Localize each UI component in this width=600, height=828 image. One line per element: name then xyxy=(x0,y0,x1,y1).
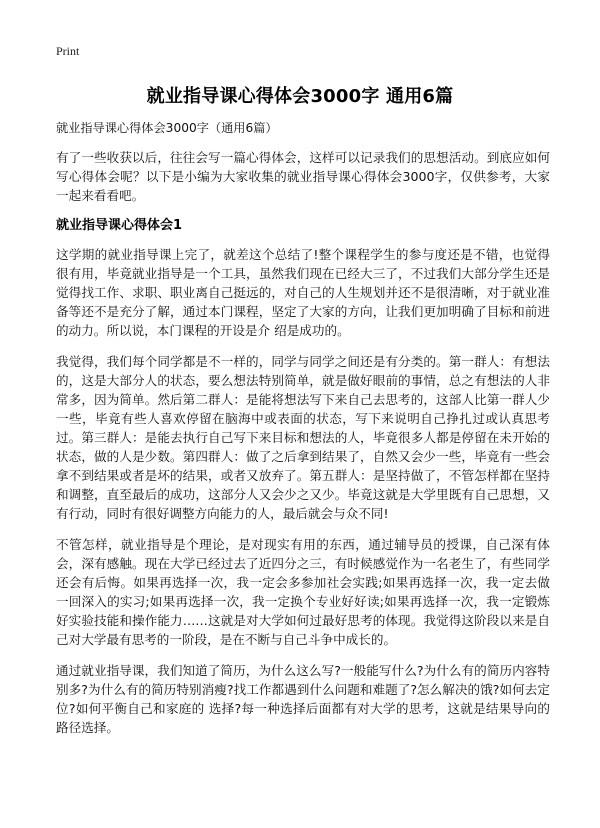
intro-paragraph: 有了一些收获以后，往往会写一篇心得体会，这样可以记录我们的思想活动。到底应如何写心得体会呢？以下是小编为大家收集的就业指导课心得体会3000字，仅供参考，大家一起来看看吧。 xyxy=(56,150,550,203)
document-subtitle: 就业指导课心得体会3000字（通用6篇） xyxy=(56,121,278,135)
body-paragraph: 我觉得，我们每个同学都是不一样的，同学与同学之间还是有分类的。第一群人：有想法的，这是大部分人的状态，要么想法特别简单，就是做好眼前的事情，总之有想法的人非常多，因为简单。然后第二群人：是能将想法写下来自己去思考的，这部人比第一群人少一些，毕竟有些人喜欢停留在脑海中或表面的状态，写下来说明自己挣扎过或认真思考过。第三群人：是能去执行自己写下来目标和想法的人，毕竟很多人都是停留在未开始的状态，做的人是少数。第四群人：做了之后拿到结果了，自然又会少一些，毕竟有一些会拿不到结果或者是坏的结果，或者又放弃了。第五群人：是坚持做了，不管怎样都在坚持和调整，直至最后的成功，这部分人又会少之又少。毕竟这就是大学里既有自己思想，又有行动，同时有很好调整方向能力的人，最后就会与众不同! xyxy=(56,354,550,521)
body-paragraph: 这学期的就业指导课上完了，就差这个总结了!整个课程学生的参与度还是不错，也觉得很有用，毕竟就业指导是一个工具，虽然我们现在已经大三了，不过我们大部分学生还是觉得找工作、求职、职业离自己挺远的，对自己的人生规划并还不是很清晰，对于就业准备等还不是充分了解，通过本门课程，坚定了大家的方向，让我们更加明确了目标和前进的动力。所以说，本门课程的开设是介 绍是成功的。 xyxy=(56,247,550,338)
body-paragraph: 通过就业指导课，我们知道了简历，为什么这么写?一般能写什么?为什么有的简历内容特别多?为什么有的简历特别消瘦?找工作都遇到什么问题和难题了?怎么解决的饿?如何去定位?如何平衡自己和家庭的 选择?每一种选择后面都有对大学的思考，这就是结果导向的路径选择。 xyxy=(56,663,550,735)
document-body xyxy=(56,148,550,749)
print-link[interactable]: Print xyxy=(56,44,80,58)
page-title: 就业指导课心得体会3000字 通用6篇 xyxy=(146,86,454,107)
body-paragraph: 不管怎样，就业指导是个理论，是对现实有用的东西，通过辅导员的授课，自己深有体会，深有感触。现在大学已经过去了近四分之三，有时候感觉作为一名老生了，有些同学还会有后悔。如果再选择一次，我一定会多参加社会实践;如果再选择一次，我一定去做一回深入的实习;如果再选择一次，我一定换个专业好好读;如果再选择一次，我一定锻炼好实验技能和操作能力……这就是对大学如何过最好思考的体现。我觉得这阶段以来是自己对大学最有思考的一阶段，是在不断与自己斗争中成长的。 xyxy=(56,537,550,647)
section-heading: 就业指导课心得体会1 xyxy=(56,218,183,233)
